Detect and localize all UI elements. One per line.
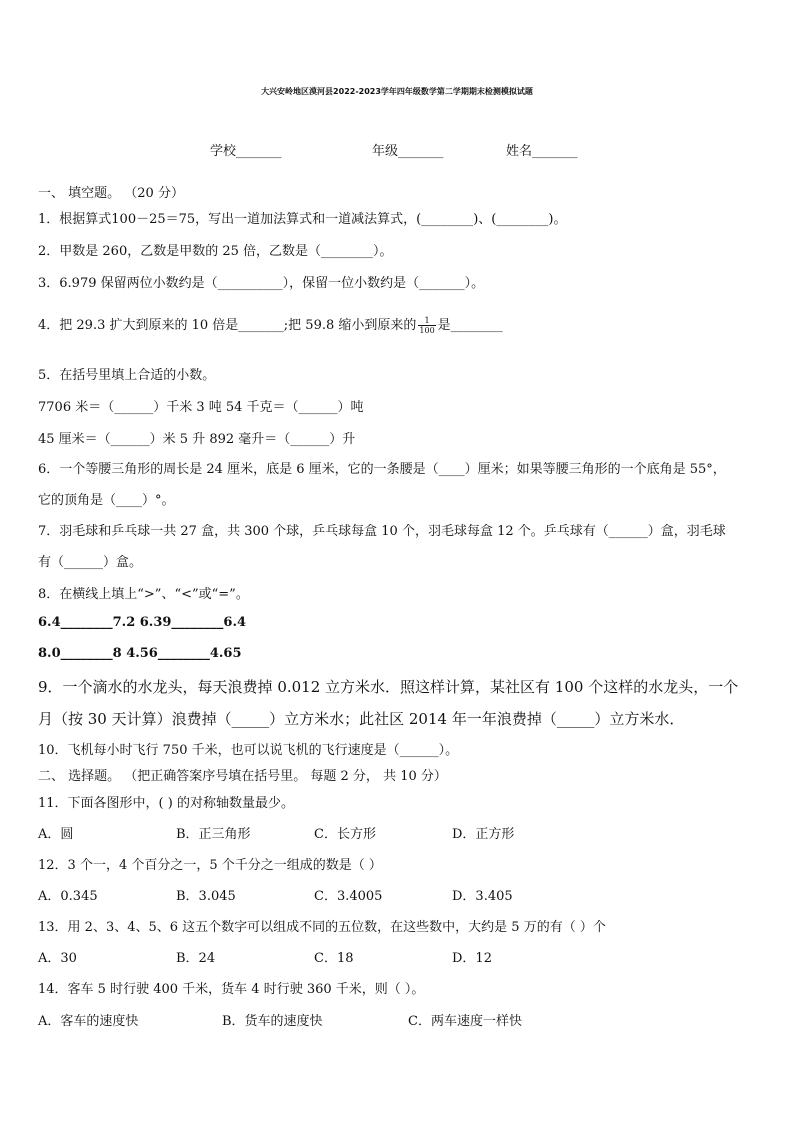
question-11: 11．下面各图形中，( ) 的对称轴数量最少。 [38,796,294,811]
question-8-row-1: 6.4________7.2 6.39________6.4 [38,615,247,630]
question-12-option-d: D．3.405 [452,889,513,904]
fraction-numerator: 1 [418,316,435,326]
fraction [418,316,435,335]
question-14-option-b: B．货车的速度快 [222,1014,323,1029]
question-7-cont: 有（______）盒。 [38,555,143,570]
question-8-row-2: 8.0________8 4.56________4.65 [38,646,242,661]
question-14-option-c: C．两车速度一样快 [408,1014,522,1029]
question-13-option-d: D．12 [452,951,492,966]
question-14-option-a: A．客车的速度快 [38,1014,139,1029]
question-7: 7．羽毛球和乒乓球一共 27 盒，共 300 个球，乒乓球每盒 10 个，羽毛球每盒 12 个。乒乓球有（______）盒，羽毛球 [38,524,726,539]
question-4 [38,314,503,335]
question-11-option-b: B．正三角形 [176,827,251,842]
question-6-cont: 它的顶角是（____）°。 [38,493,175,508]
grade-field: 年级_______ [372,144,444,159]
question-3: 3．6.979 保留两位小数约是（__________），保留一位小数约是（_______）。 [38,276,485,291]
question-5-row-2: 45 厘米＝（______）米 5 升 892 毫升＝（______）升 [38,432,356,447]
question-5: 5．在括号里填上合适的小数。 [38,368,216,383]
question-12-option-c: C．3.4005 [314,889,383,904]
question-4-text: 4．把 29.3 扩大到原来的 10 倍是_______;把 59.8 缩小到原来的 [38,318,417,333]
question-2: 2．甲数是 260，乙数是甲数的 25 倍，乙数是（________）。 [38,244,393,259]
question-14: 14．客车 5 时行驶 400 千米，货车 4 时行驶 360 千米，则（ ）。 [38,982,425,997]
question-9-cont: 月（按 30 天计算）浪费掉（_____）立方米水；此社区 2014 年一年浪费掉（_____）立方米水． [38,710,685,728]
question-11-option-a: A．圆 [38,827,74,842]
question-5-row-1: 7706 米＝（______）千米 3 吨 54 千克＝（______）吨 [38,400,364,415]
fraction-denominator: 100 [419,326,435,335]
question-13-option-a: A．30 [38,951,77,966]
question-11-option-d: D．正方形 [452,827,515,842]
question-13-option-b: B．24 [176,951,216,966]
question-12: 12．3 个一，4 个百分之一，5 个千分之一组成的数是（ ） [38,858,382,873]
question-6: 6．一个等腰三角形的周长是 24 厘米，底是 6 厘米，它的一条腰是（____）厘米；如果等腰三角形的一个底角是 55°， [38,462,726,477]
question-10: 10．飞机每小时飞行 750 千米，也可以说飞机的飞行速度是（______）。 [38,743,459,758]
question-9: 9．一个滴水的水龙头，每天浪费掉 0.012 立方米水．照这样计算，某社区有 100 个这样的水龙头，一个 [38,678,739,696]
question-12-option-a: A．0.345 [38,889,98,904]
name-field: 姓名_______ [506,144,578,159]
question-12-option-b: B．3.045 [176,889,236,904]
question-4-tail: 是________ [437,318,503,333]
question-8: 8．在横线上填上“>”、“<”或“=”。 [38,587,249,602]
section-heading-choice: 二、 选择题。 （把正确答案序号填在括号里。 每题 2 分， 共 10 分） [38,769,447,784]
question-11-option-c: C．长方形 [314,827,376,842]
page-title: 大兴安岭地区漠河县2022-2023学年四年级数学第二学期期末检测模拟试题 [261,87,533,96]
school-field: 学校_______ [210,144,282,159]
question-13: 13．用 2、3、4、5、6 这五个数字可以组成不同的五位数，在这些数中，大约是 5 万的有（ ）个 [38,920,606,935]
question-1: 1．根据算式100－25＝75，写出一道加法算式和一道减法算式，(________)、(________)。 [38,212,567,227]
section-heading-fill: 一、 填空题。 （20 分） [38,186,184,201]
question-13-option-c: C．18 [314,951,354,966]
